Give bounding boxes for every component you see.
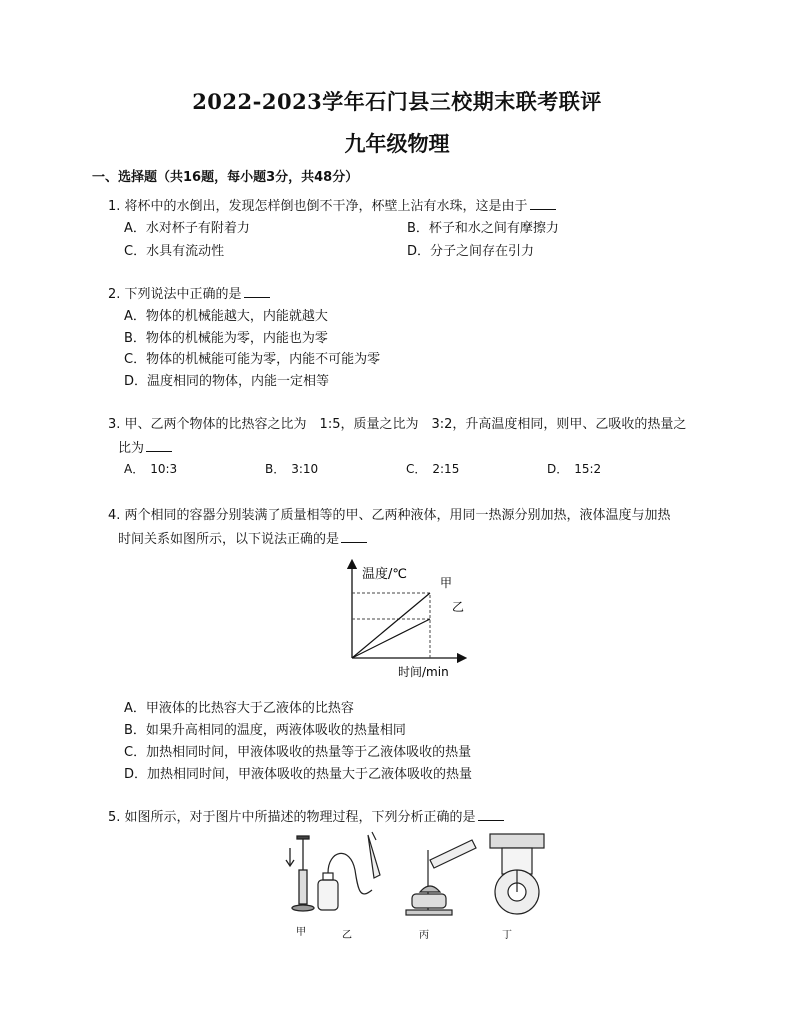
engine-illustration (490, 834, 544, 914)
series-label-jia: 甲 (440, 576, 453, 590)
question-stem: 甲、乙两个物体的比热容之比为 1:5，质量之比为 3:2，升高温度相同，则甲、乙吸收的热量之 (124, 417, 687, 432)
answer-blank (146, 439, 172, 452)
answer-blank (244, 285, 270, 298)
answer-blank (530, 197, 556, 210)
air-pump-illustration (286, 836, 314, 911)
question-2 (108, 283, 270, 302)
answer-blank (341, 530, 367, 543)
option-d: D． 15:2 (547, 462, 602, 476)
option-c: C．加热相同时间，甲液体吸收的热量等于乙液体吸收的热量 (124, 745, 472, 760)
burner-illustration (406, 840, 476, 915)
question-stem: 如图所示，对于图片中所描述的物理过程，下列分析正确的是 (124, 810, 476, 825)
question-1 (108, 195, 556, 214)
question-number: 5. (108, 810, 121, 825)
option-c: C．水具有流动性 (124, 244, 225, 259)
question-stem: 将杯中的水倒出，发现怎样倒也倒不干净，杯壁上沾有水珠，这是由于 (124, 199, 528, 214)
option-c: C．物体的机械能可能为零，内能不可能为零 (124, 352, 381, 367)
figure-label-ding: 丁 (502, 930, 512, 941)
figure-label-yi: 乙 (342, 930, 352, 941)
option-b: B． 3:10 (265, 462, 319, 476)
option-b: B．物体的机械能为零，内能也为零 (124, 331, 328, 346)
temperature-time-chart (340, 558, 480, 683)
question-stem-continued: 时间关系如图所示，以下说法正确的是 (118, 532, 340, 547)
series-label-yi: 乙 (452, 600, 465, 614)
question-stem: 下列说法中正确的是 (124, 287, 242, 302)
question-number: 2. (108, 287, 121, 302)
option-a: A．水对杯子有附着力 (124, 221, 250, 236)
paper-title: 2022-2023学年石门县三校期末联考联评 (192, 89, 602, 114)
option-c: C． 2:15 (406, 462, 460, 476)
question-3-continued (118, 437, 172, 456)
option-d: D．分子之间存在引力 (407, 244, 535, 259)
option-d: D．温度相同的物体，内能一定相等 (124, 374, 330, 389)
section-heading: 一、选择题（共16题，每小题3分，共48分） (92, 170, 359, 185)
question-number: 3. (108, 417, 121, 432)
option-d: D．加热相同时间，甲液体吸收的热量大于乙液体吸收的热量 (124, 767, 473, 782)
physics-process-figure (280, 830, 560, 945)
figure-label-jia: 甲 (296, 927, 306, 938)
figure-label-bing: 丙 (419, 930, 429, 941)
option-b: B．如果升高相同的温度，两液体吸收的热量相同 (124, 723, 406, 738)
question-stem-continued: 比为 (118, 441, 145, 456)
question-number: 1. (108, 199, 121, 214)
option-a: A． 10:3 (124, 462, 178, 476)
option-a: A．物体的机械能越大，内能就越大 (124, 309, 328, 324)
question-stem: 两个相同的容器分别装满了质量相等的甲、乙两种液体，用同一热源分别加热，液体温度与加热 (124, 508, 671, 523)
question-4-continued (118, 528, 367, 547)
y-axis-label: 温度/℃ (362, 567, 407, 582)
question-5 (108, 806, 504, 825)
option-a: A．甲液体的比热容大于乙液体的比热容 (124, 701, 354, 716)
question-3 (108, 413, 686, 432)
option-b: B．杯子和水之间有摩擦力 (407, 221, 559, 236)
question-number: 4. (108, 508, 121, 523)
x-axis-label: 时间/min (398, 665, 449, 679)
paper-subtitle: 九年级物理 (344, 131, 450, 156)
answer-blank (478, 808, 504, 821)
question-4 (108, 504, 671, 523)
bottle-illustration (318, 832, 380, 910)
